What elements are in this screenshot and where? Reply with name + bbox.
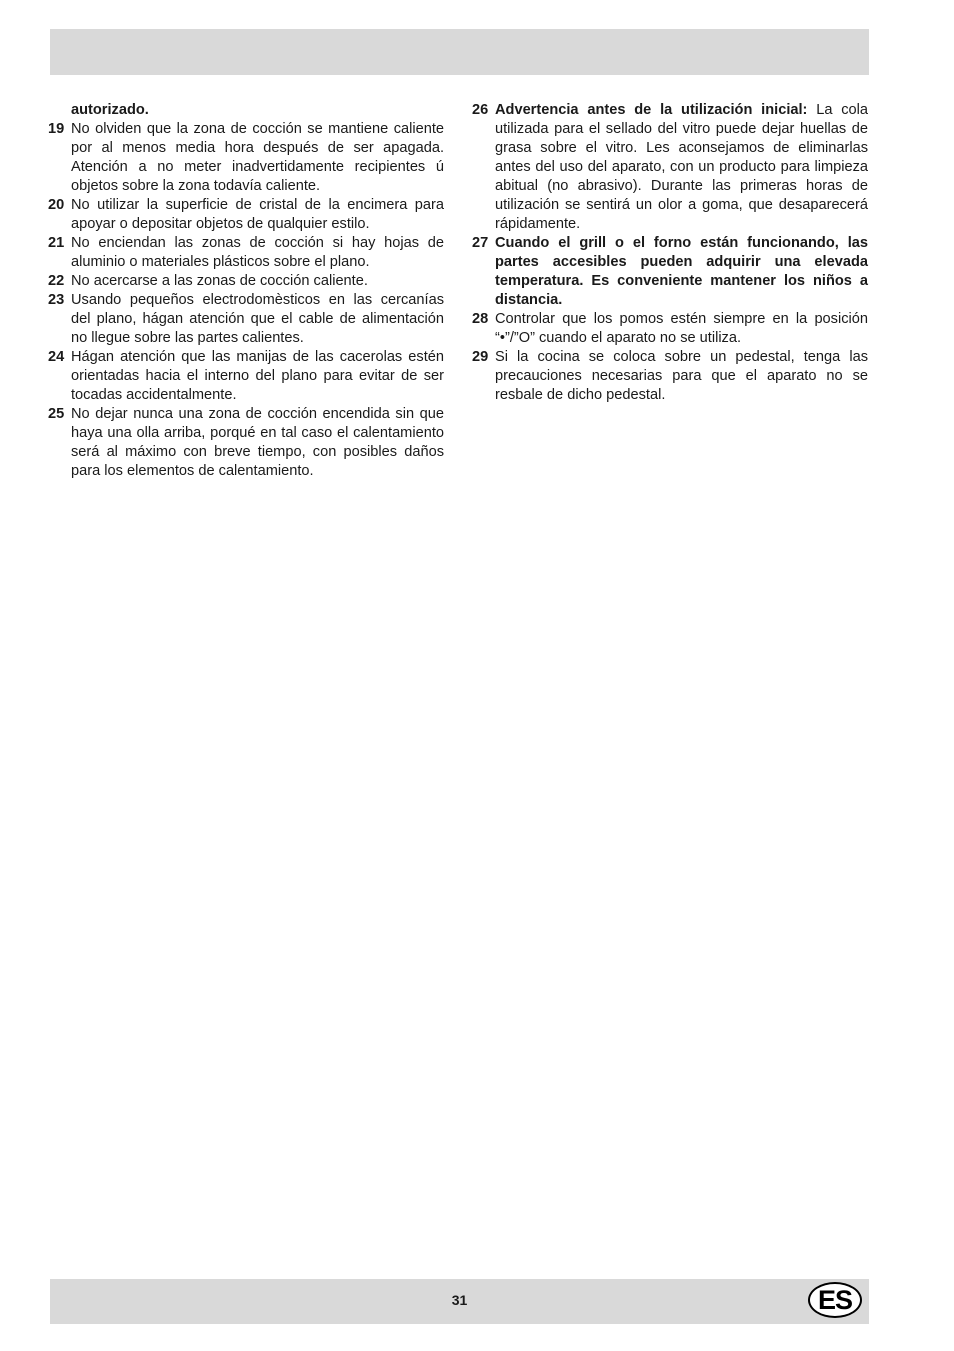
list-item-22: [48, 272, 444, 291]
item-text: [495, 101, 868, 234]
item-number: 23: [48, 292, 65, 308]
item-number: 19: [48, 121, 65, 137]
item-text: No acercarse a las zonas de cocción caliente.: [71, 273, 368, 289]
header-band: [50, 29, 869, 75]
item-number: 21: [48, 235, 65, 251]
item-text: Si la cocina se coloca sobre un pedestal, tenga las precauciones necesarias para que el aparato no se resbale de dicho pedestal.: [495, 349, 868, 403]
item-number: 29: [472, 349, 489, 365]
item-number: 20: [48, 197, 65, 213]
continuation-text: autorizado.: [71, 102, 149, 118]
list-item-21: [48, 234, 444, 272]
list-item-20: [48, 196, 444, 234]
right-column: [472, 101, 868, 405]
list-item-27: [472, 234, 868, 310]
language-badge: ES: [808, 1282, 862, 1318]
item-number: 24: [48, 349, 65, 365]
item-text: No utilizar la superficie de cristal de la encimera para apoyar o depositar objetos de qualquier estilo.: [71, 197, 444, 232]
item-number: 22: [48, 273, 65, 289]
footer-band: [50, 1279, 869, 1324]
item-text: Usando pequeños electrodomèsticos en las cercanías del plano, hágan atención que el cable de alimentación no llegue sobre las partes calientes.: [71, 292, 444, 346]
list-item-25: [48, 405, 444, 481]
list-item-continuation: [48, 101, 444, 120]
item-number: 27: [472, 235, 489, 251]
item-number: 25: [48, 406, 65, 422]
list-item-28: [472, 310, 868, 348]
list-item-29: [472, 348, 868, 405]
left-column: [48, 101, 444, 481]
item-text: Cuando el grill o el forno están funcionando, las partes accesibles pueden adquirir una elevada temperatura. Es conveniente mantener los niños a distancia.: [495, 235, 868, 308]
item-number: 26: [472, 102, 489, 118]
list-item-19: [48, 120, 444, 196]
item-text: Hágan atención que las manijas de las cacerolas estén orientadas hacia el interno del plano para evitar de ser tocadas accidentalmente.: [71, 349, 444, 403]
item-text: No olviden que la zona de cocción se mantiene caliente por al menos media hora después de ser apagada. Atención a no meter inadvertidamente recipientes ú objetos sobre la zona todavía caliente.: [71, 121, 444, 194]
page-number: 31: [451, 1292, 468, 1308]
item-text: No dejar nunca una zona de cocción encendida sin que haya una olla arriba, porqué en tal caso el calentamiento será al máximo con breve tiempo, con posibles daños para los elementos de calentamiento.: [71, 406, 444, 479]
list-item-26: [472, 101, 868, 234]
list-item-23: [48, 291, 444, 348]
item-text: Controlar que los pomos estén siempre en la posición “•”/”O” cuando el aparato no se utiliza.: [495, 311, 868, 346]
item-body: La cola utilizada para el sellado del vitro puede dejar huellas de grasa sobre el vitro. Les aconsejamos de eliminarlas antes del uso del aparato, con un producto para limpieza abitual (no abrasivo). Durante las primeras horas de utilización se sentirá un olor a goma, que desaparecerá rápidamente.: [495, 102, 868, 232]
item-text: No enciendan las zonas de cocción si hay hojas de aluminio o materiales plásticos sobre el plano.: [71, 235, 444, 270]
list-item-24: [48, 348, 444, 405]
item-heading: Advertencia antes de la utilización inicial:: [495, 102, 808, 118]
item-number: 28: [472, 311, 489, 327]
